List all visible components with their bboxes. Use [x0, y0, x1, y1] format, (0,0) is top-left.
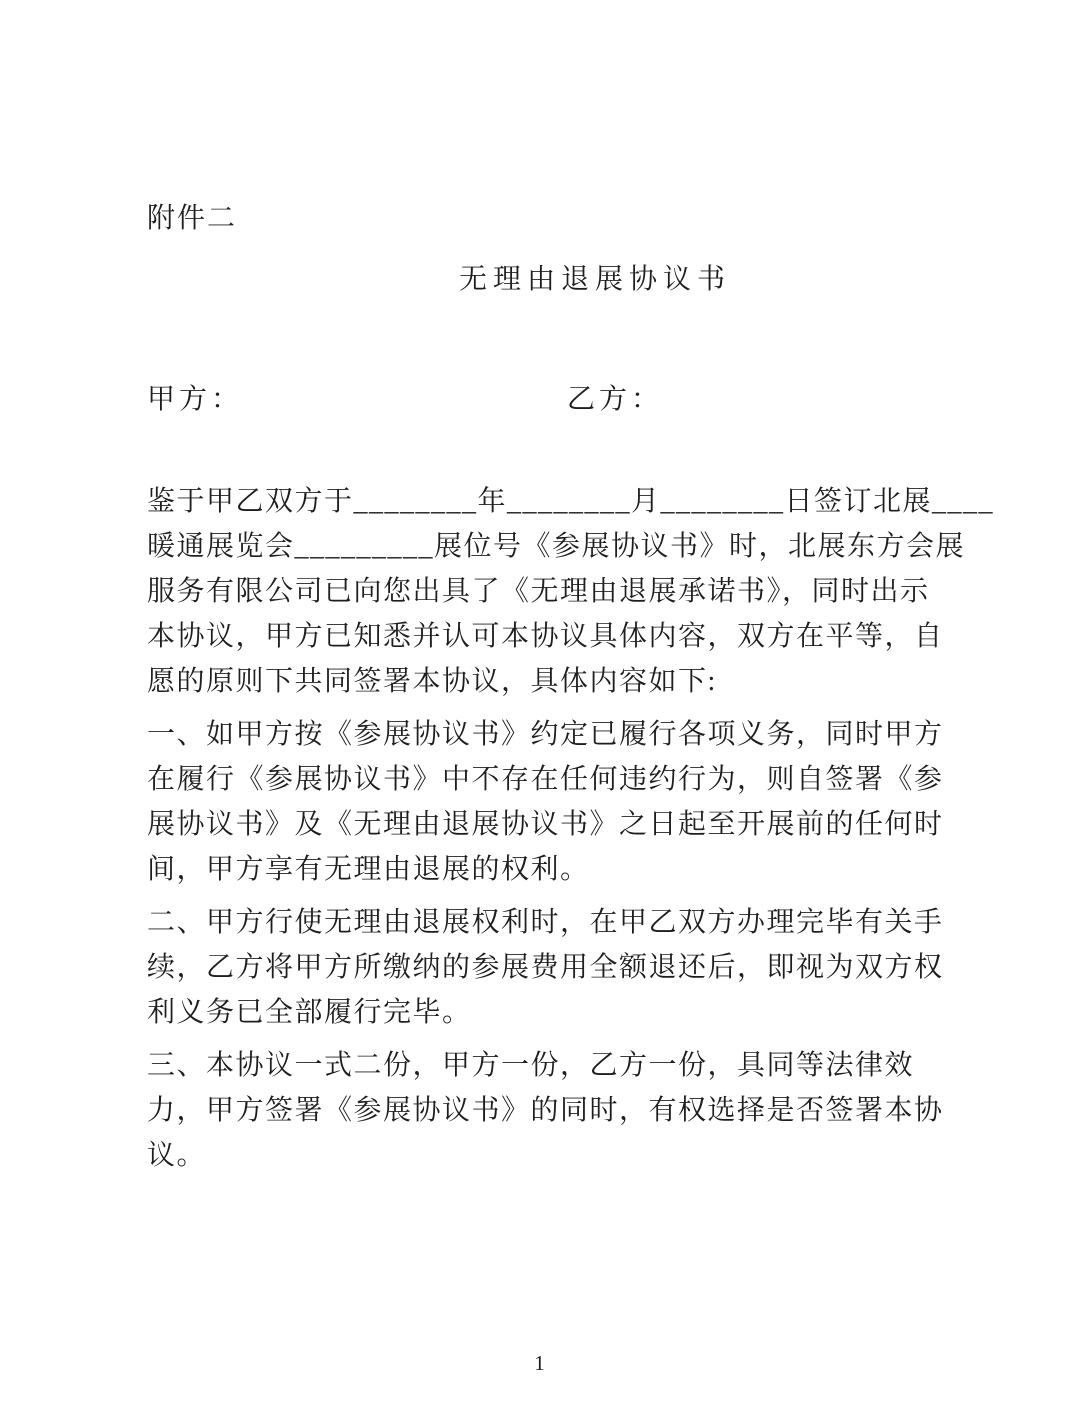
- party-a-label: 甲方：: [147, 384, 244, 415]
- clause-2-paragraph: [147, 900, 945, 1035]
- intro-line-1: 鉴于甲乙双方于________年________月________日签订北展____: [147, 486, 995, 517]
- clause-2-line-2: 续，乙方将甲方所缴纳的参展费用全额退还后，即视为双方权: [147, 952, 944, 983]
- intro-line-2: 暖通展览会_________展位号《参展协议书》时，北展东方会展: [147, 531, 966, 562]
- clause-1-line-3: 展协议书》及《无理由退展协议书》之日起至开展前的任何时: [147, 809, 944, 840]
- parties-row: [147, 377, 945, 422]
- intro-line-5: 愿的原则下共同签署本协议，具体内容如下:: [147, 666, 717, 697]
- clause-2-line-3: 利义务已全部履行完毕。: [147, 997, 472, 1028]
- clause-1-line-1: 一、如甲方按《参展协议书》约定已履行各项义务，同时甲方: [147, 719, 944, 750]
- clause-3-line-3: 议。: [147, 1140, 207, 1171]
- clause-1-line-2: 在履行《参展协议书》中不存在任何违约行为，则自签署《参: [147, 764, 944, 795]
- clause-2-line-1: 二、甲方行使无理由退展权利时，在甲乙双方办理完毕有关手: [147, 907, 944, 938]
- intro-line-4: 本协议，甲方已知悉并认可本协议具体内容，双方在平等，自: [147, 621, 944, 652]
- page-number: 1: [534, 1351, 545, 1375]
- intro-line-3: 服务有限公司已向您出具了《无理由退展承诺书》，同时出示: [147, 576, 930, 607]
- clause-1-line-4: 间，甲方享有无理由退展的权利。: [147, 854, 590, 885]
- clause-1-paragraph: [147, 712, 945, 892]
- clause-3-line-1: 三、本协议一式二份，甲方一份，乙方一份，具同等法律效: [147, 1050, 915, 1081]
- document-title: 无理由退展协议书: [458, 264, 731, 295]
- intro-paragraph: [147, 479, 995, 704]
- clause-3-line-2: 力，甲方签署《参展协议书》的同时，有权选择是否签署本协: [147, 1095, 944, 1126]
- party-b-label: 乙方：: [567, 384, 664, 415]
- clause-3-paragraph: [147, 1043, 945, 1178]
- attachment-label: 附件二: [147, 203, 238, 234]
